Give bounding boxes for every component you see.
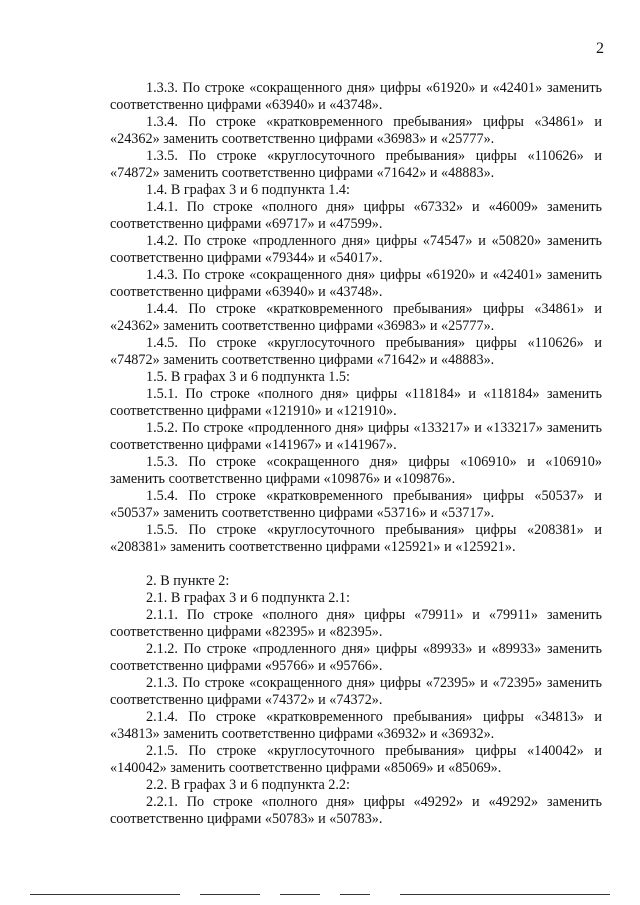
paragraph-1-3-4: 1.3.4. По строке «кратковременного пребывания» цифры «34861» и «24362» заменить соответственно цифрами «36983» и «25777». xyxy=(110,114,602,147)
paragraph-2-1-4: 2.1.4. По строке «кратковременного пребывания» цифры «34813» и «34813» заменить соответственно цифрами «36932» и «36932». xyxy=(110,709,602,742)
paragraph-2-1-5: 2.1.5. По строке «круглосуточного пребывания» цифры «140042» и «140042» заменить соответственно цифрами «85069» и «85069». xyxy=(110,743,602,776)
scan-line xyxy=(340,894,370,895)
section-gap xyxy=(110,556,602,573)
paragraph-1-3-3: 1.3.3. По строке «сокращенного дня» цифры «61920» и «42401» заменить соответственно цифрами «63940» и «43748». xyxy=(110,80,602,113)
paragraph-2-2: 2.2. В графах 3 и 6 подпункта 2.2: xyxy=(146,777,350,793)
paragraph-1-4-3: 1.4.3. По строке «сокращенного дня» цифры «61920» и «42401» заменить соответственно цифрами «63940» и «43748». xyxy=(110,267,602,300)
paragraph-1-5-3: 1.5.3. По строке «сокращенного дня» цифры «106910» и «106910» заменить соответственно цифрами «109876» и «109876». xyxy=(110,454,602,487)
paragraph-2-1: 2.1. В графах 3 и 6 подпункта 2.1: xyxy=(146,590,350,606)
paragraph-2-1-3: 2.1.3. По строке «сокращенного дня» цифры «72395» и «72395» заменить соответственно цифрами «74372» и «74372». xyxy=(110,675,602,708)
paragraph-1-4-2: 1.4.2. По строке «продленного дня» цифры «74547» и «50820» заменить соответственно цифрами «79344» и «54017». xyxy=(110,233,602,266)
scan-line xyxy=(200,894,260,895)
paragraph-1-5-4: 1.5.4. По строке «кратковременного пребывания» цифры «50537» и «50537» заменить соответственно цифрами «53716» и «53717». xyxy=(110,488,602,521)
paragraph-2-2-1: 2.2.1. По строке «полного дня» цифры «49292» и «49292» заменить соответственно цифрами «50783» и «50783». xyxy=(110,794,602,827)
page-number: 2 xyxy=(596,40,604,57)
document-body xyxy=(110,80,602,828)
paragraph-2-1-1: 2.1.1. По строке «полного дня» цифры «79911» и «79911» заменить соответственно цифрами «82395» и «82395». xyxy=(110,607,602,640)
paragraph-1-3-5: 1.3.5. По строке «круглосуточного пребывания» цифры «110626» и «74872» заменить соответственно цифрами «71642» и «48883». xyxy=(110,148,602,181)
paragraph-2: 2. В пункте 2: xyxy=(146,573,230,589)
paragraph-1-4-5: 1.4.5. По строке «круглосуточного пребывания» цифры «110626» и «74872» заменить соответственно цифрами «71642» и «48883». xyxy=(110,335,602,368)
paragraph-1-5: 1.5. В графах 3 и 6 подпункта 1.5: xyxy=(146,369,350,385)
scan-line xyxy=(30,894,180,895)
scan-line xyxy=(280,894,320,895)
paragraph-2-1-2: 2.1.2. По строке «продленного дня» цифры «89933» и «89933» заменить соответственно цифрами «95766» и «95766». xyxy=(110,641,602,674)
paragraph-1-4-4: 1.4.4. По строке «кратковременного пребывания» цифры «34861» и «24362» заменить соответственно цифрами «36983» и «25777». xyxy=(110,301,602,334)
paragraph-1-4-1: 1.4.1. По строке «полного дня» цифры «67332» и «46009» заменить соответственно цифрами «69717» и «47599». xyxy=(110,199,602,232)
scan-line xyxy=(400,894,610,895)
scan-footer-marks xyxy=(0,894,640,898)
paragraph-1-4: 1.4. В графах 3 и 6 подпункта 1.4: xyxy=(146,182,350,198)
paragraph-1-5-2: 1.5.2. По строке «продленного дня» цифры «133217» и «133217» заменить соответственно цифрами «141967» и «141967». xyxy=(110,420,602,453)
paragraph-1-5-5: 1.5.5. По строке «круглосуточного пребывания» цифры «208381» и «208381» заменить соответственно цифрами «125921» и «125921». xyxy=(110,522,602,555)
paragraph-1-5-1: 1.5.1. По строке «полного дня» цифры «118184» и «118184» заменить соответственно цифрами «121910» и «121910». xyxy=(110,386,602,419)
